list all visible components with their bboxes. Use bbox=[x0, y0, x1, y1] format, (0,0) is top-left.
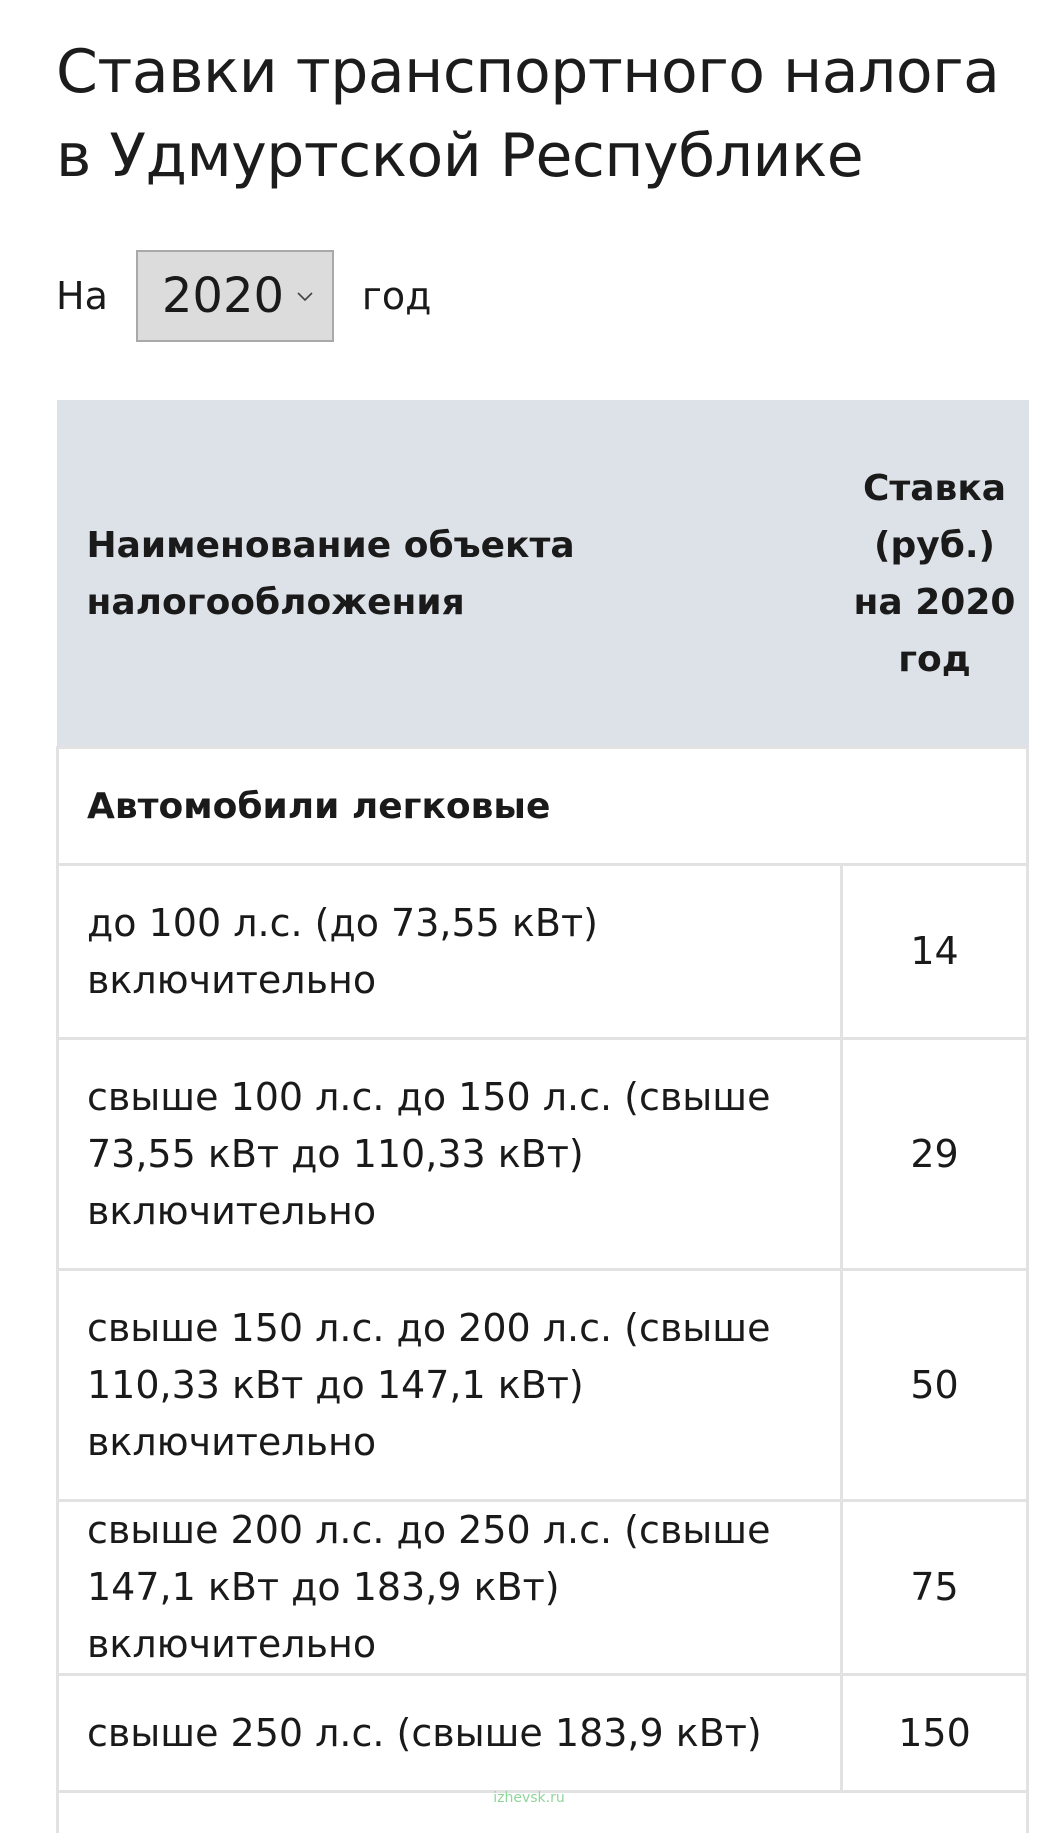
year-select-value: 2020 bbox=[162, 268, 284, 324]
year-select[interactable] bbox=[136, 250, 334, 342]
row-name-cell: свыше 100 л.с. до 150 л.с. (свыше 73,55 кВт до 110,33 кВт) включительно bbox=[58, 1039, 842, 1270]
page-title: Ставки транспортного налога в Удмуртской Республике bbox=[56, 30, 1016, 198]
tax-rates-table bbox=[56, 400, 1029, 1833]
year-prefix-label: На bbox=[56, 274, 108, 318]
table-row bbox=[58, 1270, 1028, 1501]
column-header-name: Наименование объекта налогообложения bbox=[58, 401, 842, 748]
year-filter bbox=[56, 248, 431, 344]
section-row bbox=[58, 748, 1028, 865]
row-rate-cell: 75 bbox=[842, 1501, 1028, 1675]
chevron-down-icon bbox=[296, 287, 314, 305]
row-name-cell: свыше 250 л.с. (свыше 183,9 кВт) bbox=[58, 1675, 842, 1792]
section-title: Автомобили легковые bbox=[58, 748, 1028, 865]
watermark: izhevsk.ru bbox=[0, 1790, 1058, 1806]
row-name-cell: свыше 200 л.с. до 250 л.с. (свыше 147,1 кВт до 183,9 кВт) включительно bbox=[58, 1501, 842, 1675]
table-row bbox=[58, 1039, 1028, 1270]
table-row bbox=[58, 1501, 1028, 1675]
row-rate-cell: 29 bbox=[842, 1039, 1028, 1270]
year-suffix-label: год bbox=[362, 274, 432, 318]
row-name-cell: свыше 150 л.с. до 200 л.с. (свыше 110,33 кВт до 147,1 кВт) включительно bbox=[58, 1270, 842, 1501]
row-rate-cell: 150 bbox=[842, 1675, 1028, 1792]
table-row bbox=[58, 865, 1028, 1039]
table-row bbox=[58, 1675, 1028, 1792]
column-header-rate: Ставка (руб.) на 2020 год bbox=[842, 401, 1028, 748]
row-name-cell: до 100 л.с. (до 73,55 кВт) включительно bbox=[58, 865, 842, 1039]
row-rate-cell: 14 bbox=[842, 865, 1028, 1039]
table-header-row bbox=[58, 401, 1028, 748]
row-rate-cell: 50 bbox=[842, 1270, 1028, 1501]
